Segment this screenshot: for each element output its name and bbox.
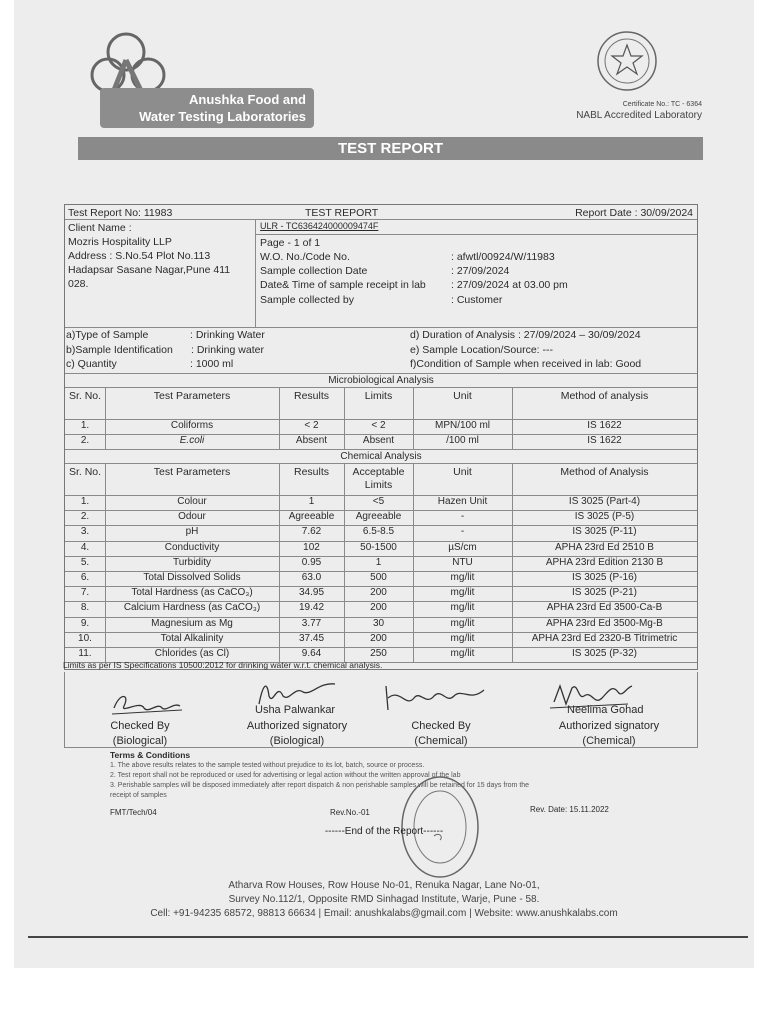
page-number: Page - 1 of 1 [260, 237, 321, 249]
chem-row [65, 541, 697, 556]
sig4-role: Authorized signatory [558, 720, 660, 732]
chem-cell: 34.95 [298, 587, 325, 599]
client-address-3: 028. [68, 278, 89, 290]
lab-name-line2: Water Testing Laboratories [139, 109, 306, 124]
term-3: 3. Perishable samples will be disposed immediately after report dispatch & non perishable samples will be retained for 15 days from the [110, 782, 530, 789]
sample-ident-label: b)Sample Identification [66, 344, 173, 356]
sig3-role: Checked By [411, 720, 471, 732]
chem-cell: 7. [80, 587, 90, 599]
lab-name-line1: Anushka Food and [189, 92, 306, 107]
signatory-name-4: Neelima Gohad [567, 704, 644, 716]
micro-cell: Coliforms [170, 420, 214, 431]
chem-header-2: Results [293, 466, 329, 478]
chem-cell: Conductivity [164, 541, 220, 553]
signature-frame [64, 672, 698, 748]
chem-cell: 250 [370, 648, 387, 659]
micro-header-2: Results [293, 390, 329, 402]
chem-cell: 19.42 [298, 602, 325, 614]
micro-cell: 1. [80, 420, 90, 431]
collection-label: Sample collection Date [260, 265, 368, 277]
sample-ident-value: : Drinking water [191, 344, 264, 356]
chem-cell: 50-1500 [360, 541, 397, 553]
bottom-rule [28, 936, 748, 938]
chem-cell: 200 [370, 632, 387, 644]
chem-cell: mg/lit [450, 572, 475, 583]
nabl-seal-icon [596, 30, 658, 92]
term-1: 1. The above results relates to the sample tested without prejudice to its lot, batch, source or process. [110, 762, 425, 769]
chem-row [65, 510, 697, 525]
chem-cell: mg/lit [450, 648, 475, 659]
chem-cell: Total Hardness (as CaCO₃) [131, 587, 253, 599]
chem-cell: mg/lit [450, 632, 475, 644]
chem-row [65, 617, 697, 632]
chem-cell: IS 3025 (P-5) [574, 511, 635, 523]
receipt-label: Date& Time of sample receipt in lab [260, 279, 426, 291]
chem-cell: 6.5-8.5 [362, 526, 395, 538]
chem-cell: mg/lit [450, 587, 475, 599]
chem-cell: <5 [372, 496, 385, 507]
collected-by-value: : Customer [451, 294, 503, 306]
chem-cell: pH [185, 526, 199, 538]
chem-cell: IS 3025 (P-32) [571, 648, 638, 659]
collection-value: : 27/09/2024 [451, 265, 510, 277]
chem-cell: 200 [370, 602, 387, 614]
micro-row [65, 419, 697, 434]
client-name: Mozris Hospitality LLP [68, 236, 172, 248]
micro-row [65, 434, 697, 449]
micro-header-4: Unit [453, 390, 472, 402]
terms-title: Terms & Conditions [110, 750, 191, 760]
chem-cell: 1 [308, 496, 315, 507]
chem-cell: 10. [78, 632, 92, 644]
chem-cell: 102 [303, 541, 320, 553]
revision-number: Rev.No.-01 [330, 808, 370, 817]
end-of-report: ------End of the Report------ [324, 826, 444, 837]
chem-cell: mg/lit [450, 602, 475, 614]
sample-qty-label: c) Quantity [66, 358, 117, 370]
chem-cell: 30 [372, 617, 385, 629]
chem-cell: IS 3025 (P-11) [572, 526, 637, 538]
chem-cell: Magnesium as Mg [151, 617, 233, 629]
chem-title: Chemical Analysis [340, 451, 422, 462]
revision-date: Rev. Date: 15.11.2022 [530, 805, 609, 814]
chem-cell: 9. [80, 617, 90, 629]
chem-cell: - [460, 511, 465, 523]
chem-row [65, 556, 697, 571]
sig2-role: Authorized signatory [246, 720, 348, 732]
micro-header-0: Sr. No. [68, 390, 102, 402]
chem-cell: Agreeable [355, 511, 402, 523]
micro-cell: < 2 [304, 420, 319, 431]
sample-qty-value: : 1000 ml [190, 358, 234, 370]
chem-cell: Agreeable [288, 511, 335, 523]
chem-cell: 11. [78, 648, 92, 659]
micro-title: Microbiological Analysis [328, 375, 434, 386]
sig4-dept: (Chemical) [582, 735, 636, 747]
micro-cell: IS 1622 [587, 420, 622, 431]
chem-cell: Chlorides (as Cl) [154, 648, 230, 659]
lab-name-banner [100, 88, 314, 128]
chem-cell: Total Alkalinity [160, 632, 224, 644]
chem-cell: 9.64 [301, 648, 322, 659]
chem-cell: 0.95 [301, 556, 322, 568]
chem-cell: APHA 23rd Ed 2510 B [555, 541, 654, 553]
wo-value: : afwtl/00924/W/11983 [451, 251, 555, 263]
chem-cell: Calcium Hardness (as CaCO₃) [123, 602, 261, 614]
chem-row [65, 632, 697, 647]
chem-cell: 2. [80, 511, 90, 523]
address-line-2: Survey No.112/1, Opposite RMD Sinhagad Institute, Warje, Pune - 58. [228, 894, 540, 905]
address-line-1: Atharva Row Houses, Row House No-01, Renuka Nagar, Lane No-01, [228, 880, 540, 891]
sample-type-value: : Drinking Water [190, 329, 265, 341]
certificate-number: Certificate No.: TC - 6364 [622, 101, 702, 108]
sample-type-label: a)Type of Sample [66, 329, 149, 341]
limits-note: Limits as per IS Specifications 10500:2012 for drinking water w.r.t. chemical analysis. [63, 660, 383, 670]
form-code: FMT/Tech/04 [110, 808, 157, 817]
sig3-dept: (Chemical) [414, 735, 468, 747]
chem-header-5: Method of Analysis [560, 466, 649, 478]
chem-row [65, 525, 697, 540]
micro-cell: E.coli [179, 435, 205, 446]
receipt-value: : 27/09/2024 at 03.00 pm [451, 279, 568, 291]
wo-label: W.O. No./Code No. [260, 251, 350, 263]
micro-header-5: Method of analysis [560, 390, 649, 402]
client-label: Client Name : [68, 222, 132, 234]
chem-cell: Hazen Unit [437, 496, 488, 507]
chem-row [65, 571, 697, 586]
chem-cell: APHA 23rd Ed 2320-B Titrimetric [531, 632, 678, 644]
chem-cell: 200 [370, 587, 387, 599]
chem-cell: 8. [80, 602, 90, 614]
micro-cell: 2. [80, 435, 90, 446]
micro-cell: MPN/100 ml [434, 420, 490, 431]
sample-condition: f)Condition of Sample when received in lab: Good [410, 358, 642, 370]
chem-cell: 1 [375, 556, 382, 568]
client-address-2: Hadapsar Sasane Nagar,Pune 411 [68, 264, 231, 276]
chem-cell: Colour [177, 496, 207, 507]
analysis-duration: d) Duration of Analysis : 27/09/2024 – 30/09/2024 [410, 329, 641, 341]
contact-line: Cell: +91-94235 68572, 98813 66634 | Email: anushkalabs@gmail.com | Website: www.anushkalabs.com [150, 908, 618, 919]
report-box [64, 204, 698, 670]
chem-cell: 37.45 [298, 632, 325, 644]
report-title: TEST REPORT [305, 207, 379, 219]
term-2: 2. Test report shall not be reproduced or used for advertising or legal action without the written approval of the lab [110, 772, 461, 779]
client-address-1: Address : S.No.54 Plot No.113 [68, 250, 211, 262]
chem-cell: APHA 23rd Ed 3500-Ca-B [546, 602, 663, 614]
chem-cell: 63.0 [301, 572, 322, 583]
chem-header-3: Acceptable Limits [352, 466, 405, 491]
term-3-cont: receipt of samples [110, 792, 167, 799]
micro-header-1: Test Parameters [153, 390, 231, 402]
chem-cell: 3. [80, 526, 90, 538]
chem-cell: 6. [80, 572, 90, 583]
chem-cell: NTU [452, 556, 473, 568]
chem-cell: 3.77 [301, 617, 322, 629]
chem-cell: IS 3025 (P-16) [571, 572, 638, 583]
nabl-label: NABL Accredited Laboratory [576, 110, 702, 121]
chem-row [65, 495, 697, 510]
chem-cell: Odour [178, 511, 206, 523]
micro-cell: < 2 [371, 420, 386, 431]
micro-header-3: Limits [364, 390, 393, 402]
sig1-role: Checked By [110, 720, 170, 732]
micro-cell: Absent [362, 435, 395, 446]
sig2-dept: (Biological) [269, 735, 325, 747]
chem-cell: 1. [80, 496, 90, 507]
chem-cell: APHA 23rd Ed 3500-Mg-B [546, 617, 663, 629]
chem-cell: IS 3025 (Part-4) [568, 496, 641, 507]
chem-cell: mg/lit [450, 617, 475, 629]
sig1-dept: (Biological) [112, 735, 168, 747]
chem-cell: - [460, 526, 465, 538]
chem-cell: 5. [80, 556, 90, 568]
chem-cell: 500 [370, 572, 387, 583]
ulr-number: ULR - TC636424000009474F [260, 221, 379, 231]
sample-location: e) Sample Location/Source: --- [410, 344, 553, 356]
chem-cell: Turbidity [173, 556, 211, 568]
chem-cell: APHA 23rd Edition 2130 B [545, 556, 664, 568]
chem-header-1: Test Parameters [153, 466, 231, 478]
collected-by-label: Sample collected by [260, 294, 354, 306]
report-date: Report Date : 30/09/2024 [575, 207, 693, 219]
report-number: Test Report No: 11983 [68, 207, 173, 219]
signatory-name-2: Usha Palwankar [255, 704, 336, 716]
chem-header-4: Unit [453, 466, 472, 478]
micro-cell: /100 ml [446, 435, 479, 446]
chem-cell: Total Dissolved Solids [143, 572, 241, 583]
micro-cell: Absent [295, 435, 328, 446]
report-banner: TEST REPORT [78, 137, 703, 160]
micro-cell: IS 1622 [587, 435, 622, 446]
chem-cell: 7.62 [301, 526, 322, 538]
chem-row [65, 586, 697, 601]
chem-cell: µS/cm [448, 541, 477, 553]
chem-cell: 4. [80, 541, 90, 553]
chem-row [65, 601, 697, 616]
chem-cell: IS 3025 (P-21) [571, 587, 638, 599]
chem-header-0: Sr. No. [68, 466, 102, 478]
